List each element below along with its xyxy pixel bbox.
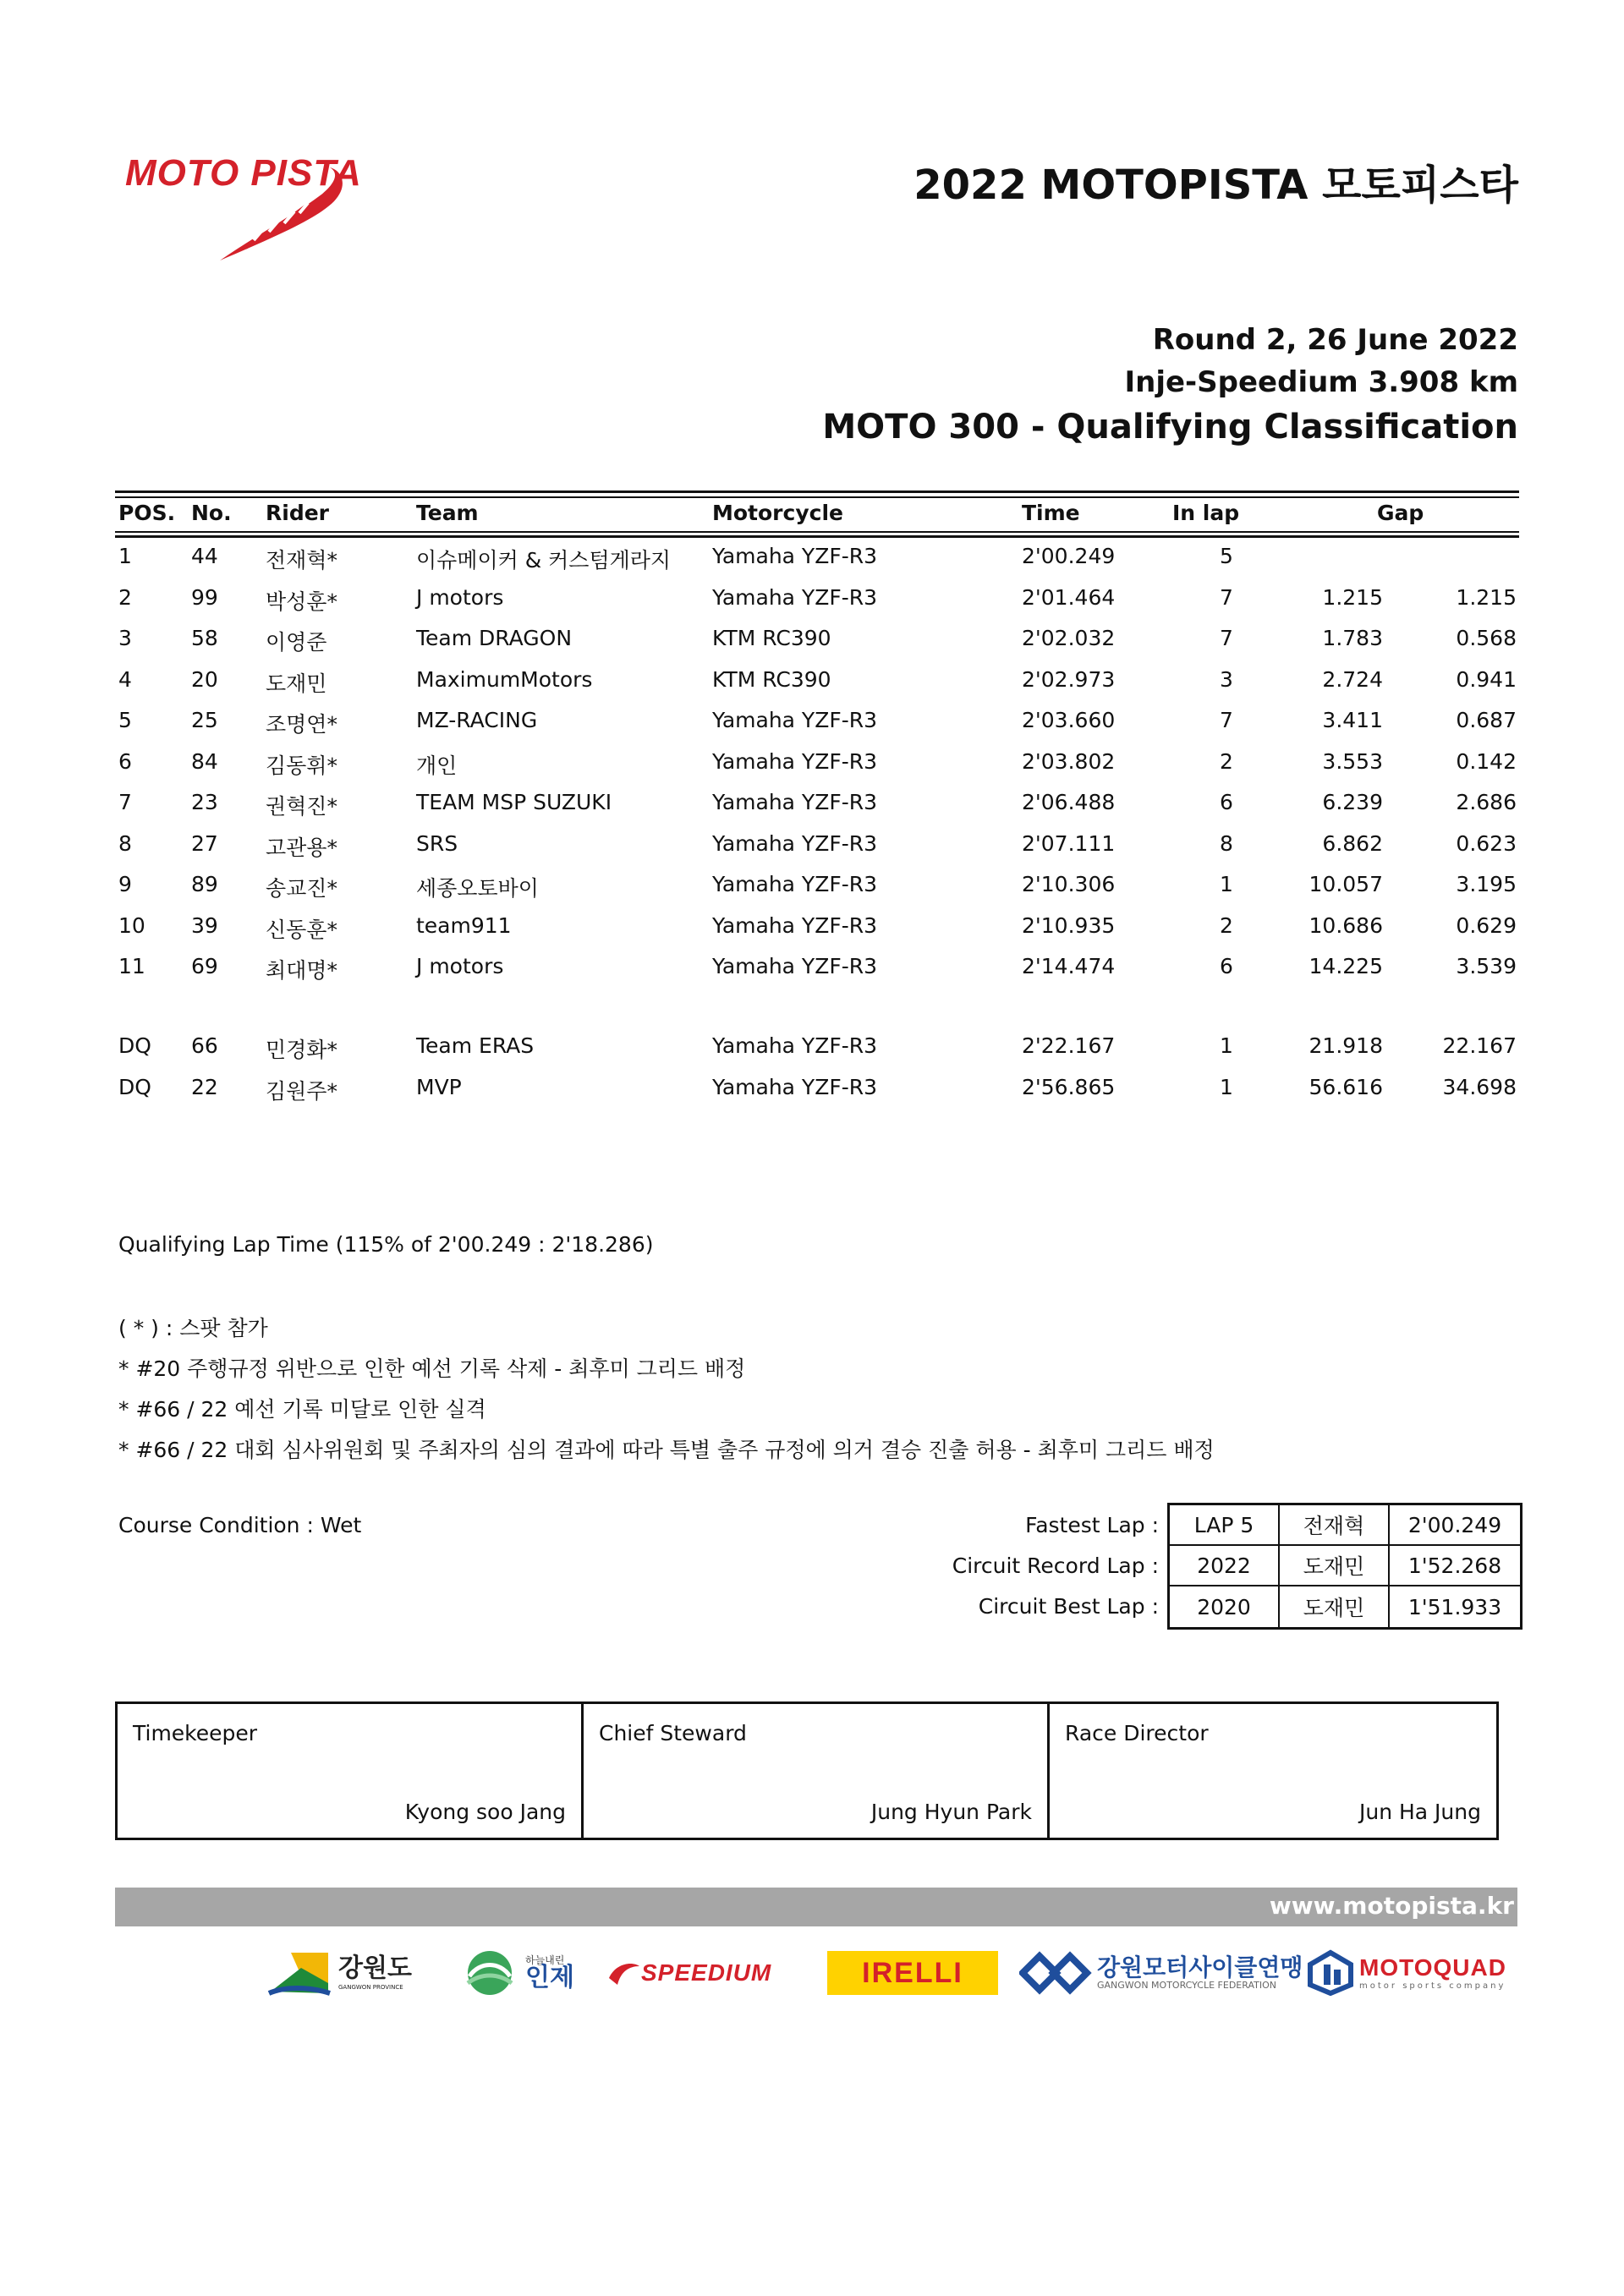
cell-motorcycle: Yamaha YZF-R3: [712, 708, 878, 732]
gangwon-sub: GANGWON PROVINCE: [338, 1983, 403, 1991]
cell-no: 84: [191, 748, 218, 774]
record-cell: 2'00.249: [1390, 1505, 1520, 1546]
qualifying-lap-time: Qualifying Lap Time (115% of 2'00.249 : 2'18.286): [118, 1232, 654, 1257]
signature-box-chief-steward: [581, 1701, 1050, 1840]
federation-emblem-icon: [1019, 1949, 1094, 1997]
cell-pos: 2: [118, 584, 132, 610]
cell-motorcycle: Yamaha YZF-R3: [712, 1033, 878, 1058]
cell-rider: 고관용*: [266, 835, 337, 860]
records-table: [1167, 1503, 1522, 1630]
record-cell: 2022: [1170, 1546, 1280, 1586]
inje-emblem-icon: [459, 1948, 520, 1998]
signature-role: Race Director: [1065, 1721, 1209, 1745]
inje-small: 하늘내린: [525, 1954, 565, 1966]
cell-no: 58: [191, 626, 218, 650]
cell-pos: 10: [118, 912, 145, 938]
cell-gap-prev: 34.698: [1442, 1074, 1517, 1099]
note-line: ( * ) : 스팟 참가: [118, 1316, 268, 1340]
header-motorcycle: Motorcycle: [712, 501, 843, 525]
cell-motorcycle: Yamaha YZF-R3: [712, 912, 878, 938]
header-team: Team: [416, 501, 479, 525]
cell-rider: 박성훈*: [266, 589, 337, 614]
header-time: Time: [1022, 501, 1080, 525]
signature-name: Jung Hyun Park: [870, 1800, 1032, 1824]
page-title: 2022 MOTOPISTA 모토피스타: [914, 162, 1518, 209]
cell-gap-total: 1.215: [1322, 584, 1383, 610]
note-line: * #66 / 22 대회 심사위원회 및 주최자의 심의 결과에 따라 특별 출주 규정에 의거 결승 진출 허용 - 최후미 그리드 배정: [118, 1438, 1215, 1462]
cell-team: Team ERAS: [416, 1033, 535, 1058]
cell-no: 20: [191, 666, 218, 692]
cell-gap-prev: 0.941: [1456, 666, 1517, 692]
cell-team: SRS: [416, 830, 458, 856]
header-no: No.: [191, 501, 232, 525]
circuit-info: Inje-Speedium 3.908 km: [1124, 365, 1518, 399]
cell-in-lap: 2: [1220, 748, 1233, 774]
sponsor-federation: [1019, 1943, 1303, 2003]
cell-gap-prev: 3.195: [1456, 872, 1517, 896]
cell-team: MaximumMotors: [416, 666, 593, 692]
cell-rider: 최대명*: [266, 958, 337, 983]
gangwon-text: 강원도: [338, 1954, 412, 1982]
cell-pos: DQ: [118, 1074, 151, 1099]
cell-team: J motors: [416, 584, 504, 610]
motoquad-emblem-icon: [1307, 1949, 1354, 1997]
fastest-lap-label: Fastest Lap :: [1025, 1513, 1159, 1537]
cell-in-lap: 1: [1220, 872, 1233, 896]
signature-box-timekeeper: [115, 1701, 584, 1840]
federation-text: 강원모터사이클연맹: [1097, 1954, 1303, 1981]
cell-team: 이슈메이커 & 커스텀게라지: [416, 548, 672, 573]
cell-no: 99: [191, 584, 218, 610]
cell-gap-total: 1.783: [1322, 626, 1383, 650]
signature-name: Jun Ha Jung: [1358, 1800, 1481, 1824]
cell-gap-prev: 0.142: [1456, 748, 1517, 774]
circuit-record-label: Circuit Record Lap :: [952, 1553, 1159, 1578]
course-condition: Course Condition : Wet: [118, 1513, 362, 1537]
cell-pos: 6: [118, 748, 132, 774]
cell-motorcycle: Yamaha YZF-R3: [712, 872, 878, 896]
cell-gap-prev: 1.215: [1456, 584, 1517, 610]
cell-time: 2'10.306: [1022, 872, 1116, 896]
cell-gap-total: 6.239: [1322, 790, 1383, 814]
cell-motorcycle: KTM RC390: [712, 626, 831, 650]
cell-in-lap: 7: [1220, 626, 1233, 650]
cell-team: team911: [416, 912, 512, 938]
cell-team: Team DRAGON: [416, 626, 573, 650]
cell-no: 66: [191, 1033, 218, 1058]
cell-gap-prev: 0.629: [1456, 912, 1517, 938]
cell-pos: DQ: [118, 1033, 151, 1058]
cell-time: 2'00.249: [1022, 544, 1116, 568]
cell-team: 개인: [416, 753, 458, 778]
note-line: * #20 주행규정 위반으로 인한 예선 기록 삭제 - 최후미 그리드 배정: [118, 1356, 746, 1381]
cell-gap-total: 10.686: [1309, 912, 1383, 938]
cell-gap-prev: 0.568: [1456, 626, 1517, 650]
cell-pos: 3: [118, 626, 132, 650]
speedium-swoosh-icon: [607, 1956, 641, 1990]
motoquad-text: MOTOQUAD: [1359, 1954, 1506, 1981]
cell-rider: 권혁진*: [266, 794, 337, 819]
cell-in-lap: 8: [1220, 830, 1233, 856]
note-line: * #66 / 22 예선 기록 미달로 인한 실격: [118, 1397, 486, 1422]
cell-motorcycle: Yamaha YZF-R3: [712, 1074, 878, 1099]
inje-text: 인제: [525, 1964, 574, 1992]
cell-rider: 송교진*: [266, 876, 337, 901]
cell-time: 2'03.802: [1022, 748, 1116, 774]
federation-sub: GANGWON MOTORCYCLE FEDERATION: [1097, 1980, 1276, 1992]
motopista-logo: [118, 152, 372, 266]
cell-rider: 신동훈*: [266, 917, 337, 942]
cell-time: 2'10.935: [1022, 912, 1116, 938]
record-cell: 1'52.268: [1390, 1546, 1520, 1586]
table-rule-top-inner: [115, 496, 1519, 498]
cell-gap-total: 56.616: [1309, 1074, 1383, 1099]
cell-time: 2'56.865: [1022, 1074, 1116, 1099]
cell-rider: 민경화*: [266, 1038, 337, 1062]
cell-motorcycle: Yamaha YZF-R3: [712, 790, 878, 814]
cell-team: MZ-RACING: [416, 708, 538, 732]
website-link[interactable]: www.motopista.kr: [1269, 1892, 1514, 1920]
cell-motorcycle: Yamaha YZF-R3: [712, 748, 878, 774]
cell-gap-total: 21.918: [1309, 1033, 1383, 1058]
record-cell: 전재혁: [1280, 1505, 1390, 1546]
signature-role: Timekeeper: [133, 1721, 258, 1745]
cell-gap-prev: 3.539: [1456, 954, 1517, 978]
cell-gap-total: 6.862: [1322, 830, 1383, 856]
header-pos: POS.: [118, 501, 176, 525]
cell-rider: 김동휘*: [266, 753, 337, 778]
cell-in-lap: 1: [1220, 1074, 1233, 1099]
cell-time: 2'03.660: [1022, 708, 1116, 732]
speedium-text: SPEEDIUM: [641, 1959, 772, 1986]
header-rider: Rider: [266, 501, 329, 525]
signature-role: Chief Steward: [599, 1721, 747, 1745]
cell-rider: 조명연*: [266, 712, 337, 737]
record-cell: 1'51.933: [1407, 1594, 1502, 1619]
cell-gap-prev: 0.623: [1456, 830, 1517, 856]
sponsor-speedium: [607, 1943, 771, 2003]
sponsor-inje: [459, 1943, 574, 2003]
table-rule-header-bottom: [115, 531, 1519, 533]
cell-pos: 5: [118, 708, 132, 732]
session-title: MOTO 300 - Qualifying Classification: [822, 408, 1518, 447]
cell-time: 2'06.488: [1022, 790, 1116, 814]
cell-in-lap: 6: [1220, 954, 1233, 978]
cell-in-lap: 7: [1220, 708, 1233, 732]
table-rule-header-bottom-inner: [115, 535, 1519, 538]
cell-rider: 도재민: [266, 671, 327, 696]
header-in-lap: In lap: [1172, 501, 1240, 525]
cell-time: 2'07.111: [1022, 830, 1116, 856]
record-cell: LAP 5: [1170, 1505, 1280, 1546]
cell-pos: 7: [118, 790, 132, 814]
cell-gap-prev: 22.167: [1442, 1033, 1517, 1058]
record-cell: 2020: [1170, 1586, 1280, 1627]
cell-time: 2'01.464: [1022, 584, 1116, 610]
gangwon-emblem-icon: [267, 1949, 332, 1997]
cell-motorcycle: Yamaha YZF-R3: [712, 544, 878, 568]
cell-motorcycle: Yamaha YZF-R3: [712, 830, 878, 856]
cell-team: J motors: [416, 954, 504, 978]
cell-time: 2'02.973: [1022, 666, 1116, 692]
header-gap: Gap: [1377, 501, 1424, 525]
cell-team: 세종오토바이: [416, 876, 539, 901]
sponsor-pirelli: [827, 1951, 998, 1995]
cell-in-lap: 7: [1220, 584, 1233, 610]
cell-gap-total: 14.225: [1309, 954, 1383, 978]
cell-gap-prev: 2.686: [1456, 790, 1517, 814]
cell-no: 69: [191, 954, 218, 978]
cell-gap-total: 3.553: [1322, 748, 1383, 774]
cell-gap-total: 3.411: [1322, 708, 1383, 732]
cell-in-lap: 1: [1220, 1033, 1233, 1058]
record-cell: 도재민: [1280, 1546, 1390, 1586]
cell-motorcycle: Yamaha YZF-R3: [712, 954, 878, 978]
circuit-best-label: Circuit Best Lap :: [978, 1594, 1159, 1619]
cell-pos: 11: [118, 954, 145, 978]
cell-motorcycle: KTM RC390: [712, 666, 831, 692]
cell-time: 2'02.032: [1022, 626, 1116, 650]
cell-rider: 이영준: [266, 630, 327, 655]
cell-pos: 8: [118, 830, 132, 856]
pirelli-text: IRELLI: [862, 1956, 963, 1989]
cell-in-lap: 6: [1220, 790, 1233, 814]
cell-pos: 1: [118, 544, 132, 568]
cell-no: 39: [191, 912, 218, 938]
cell-no: 27: [191, 830, 218, 856]
cell-no: 23: [191, 790, 218, 814]
cell-team: MVP: [416, 1074, 462, 1099]
cell-pos: 9: [118, 872, 132, 896]
cell-no: 44: [191, 544, 218, 568]
footer-bar: [115, 1888, 1517, 1926]
sponsor-gangwon: [267, 1943, 412, 2003]
table-rule-top: [115, 490, 1519, 493]
cell-time: 2'22.167: [1022, 1033, 1116, 1058]
signature-box-race-director: [1047, 1701, 1499, 1840]
cell-rider: 전재혁*: [266, 548, 337, 573]
signature-name: Kyong soo Jang: [404, 1800, 566, 1824]
sponsor-motoquad: [1307, 1943, 1506, 2003]
cell-gap-total: 10.057: [1309, 872, 1383, 896]
cell-in-lap: 5: [1220, 544, 1233, 568]
cell-pos: 4: [118, 666, 132, 692]
cell-no: 22: [191, 1074, 218, 1099]
cell-rider: 김원주*: [266, 1078, 337, 1104]
record-cell: 도재민: [1280, 1586, 1390, 1627]
cell-in-lap: 3: [1220, 666, 1233, 692]
cell-motorcycle: Yamaha YZF-R3: [712, 584, 878, 610]
logo-text: MOTO PISTA: [125, 152, 362, 194]
cell-no: 89: [191, 872, 218, 896]
cell-gap-prev: 0.687: [1456, 708, 1517, 732]
cell-gap-total: 2.724: [1322, 666, 1383, 692]
motoquad-sub: motor sports company: [1359, 1981, 1506, 1991]
cell-time: 2'14.474: [1022, 954, 1116, 978]
round-date: Round 2, 26 June 2022: [1152, 323, 1518, 357]
cell-no: 25: [191, 708, 218, 732]
cell-in-lap: 2: [1220, 912, 1233, 938]
cell-team: TEAM MSP SUZUKI: [416, 790, 612, 814]
